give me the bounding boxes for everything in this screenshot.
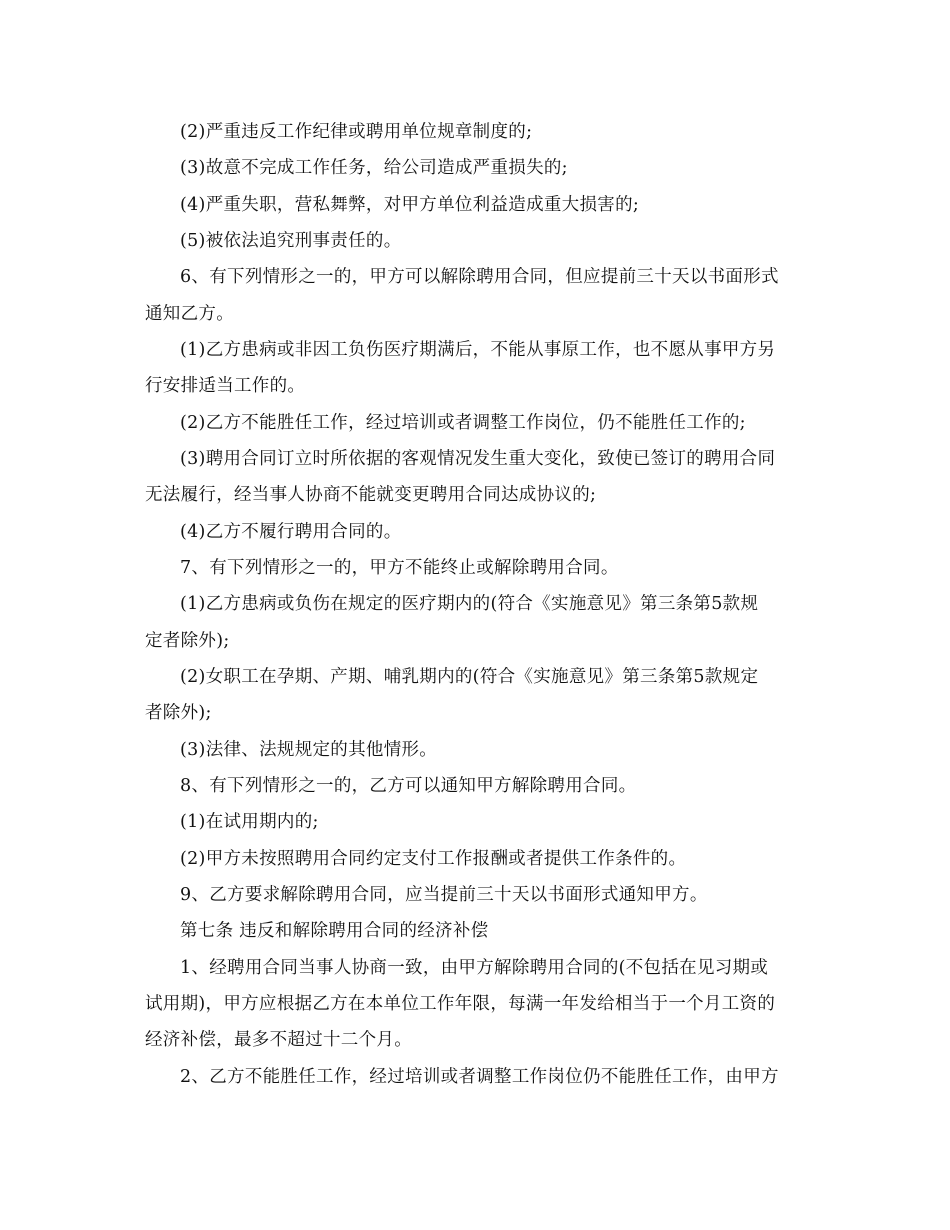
text-line: (3)法律、法规规定的其他情形。 [180,740,438,760]
text-line: 行安排适当工作的。 [145,376,306,396]
text-line: 通知乙方。 [145,304,234,324]
text-line: (2)甲方未按照聘用合同约定支付工作报酬或者提供工作条件的。 [180,849,687,869]
text-line: (5)被依法追究刑事责任的。 [180,231,402,251]
text-line: 9、乙方要求解除聘用合同，应当提前三十天以书面形式通知甲方。 [180,885,708,905]
text-line: (3)故意不完成工作任务，给公司造成严重损失的; [180,158,568,178]
text-line: (2)乙方不能胜任工作，经过培训或者调整工作岗位，仍不能胜任工作的; [180,413,746,433]
text-line: (4)严重失职，营私舞弊，对甲方单位利益造成重大损害的; [180,195,640,215]
text-line: (2)严重违反工作纪律或聘用单位规章制度的; [180,122,533,142]
text-line: 经济补偿，最多不超过十二个月。 [145,1030,412,1050]
text-line: 2、乙方不能胜任工作，经过培训或者调整工作岗位仍不能胜任工作，由甲方 [180,1067,779,1087]
text-line: 者除外); [145,703,212,723]
text-line: (1)乙方患病或负伤在规定的医疗期内的(符合《实施意见》第三条第5款规 [180,594,759,614]
text-line: (1)乙方患病或非因工负伤医疗期满后，不能从事原工作，也不愿从事甲方另 [180,340,776,360]
text-line: 定者除外); [145,631,230,651]
text-line: (4)乙方不履行聘用合同的。 [180,522,402,542]
text-line: 7、有下列情形之一的，甲方不能终止或解除聘用合同。 [180,558,619,578]
text-line: 1、经聘用合同当事人协商一致，由甲方解除聘用合同的(不包括在见习期或 [180,958,769,978]
section-heading: 第七条 违反和解除聘用合同的经济补偿 [180,921,489,941]
text-line: (2)女职工在孕期、产期、哺乳期内的(符合《实施意见》第三条第5款规定 [180,667,759,687]
text-line: 8、有下列情形之一的，乙方可以通知甲方解除聘用合同。 [180,776,637,796]
text-line: 6、有下列情形之一的，甲方可以解除聘用合同，但应提前三十天以书面形式 [180,267,779,287]
text-line: (3)聘用合同订立时所依据的客观情况发生重大变化，致使已签订的聘用合同 [180,449,776,469]
text-line: 试用期)，甲方应根据乙方在本单位工作年限，每满一年发给相当于一个月工资的 [145,994,776,1014]
text-line: (1)在试用期内的; [180,812,319,832]
text-line: 无法履行，经当事人协商不能就变更聘用合同达成协议的; [145,485,597,505]
